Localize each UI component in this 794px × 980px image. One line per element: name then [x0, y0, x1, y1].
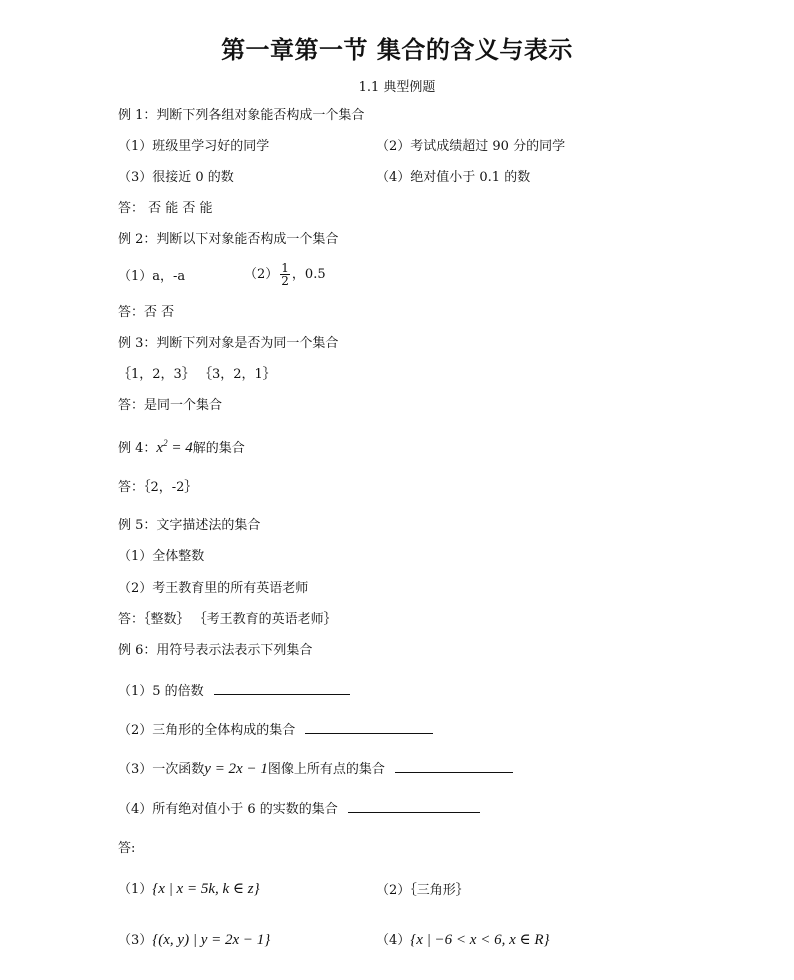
ex5-answer: 答：｛整数｝ ｛考王教育的英语老师｝	[118, 612, 337, 627]
page-subtitle: 1.1 典型例题	[358, 80, 436, 95]
ex2-item-2-suffix: ，0.5	[291, 267, 326, 282]
ex6-answer-1-prefix: （1）	[118, 882, 153, 897]
ex4-prompt	[118, 434, 245, 458]
ex6-answer-3-set: {(x, y) | y = 2x − 1}	[152, 932, 271, 948]
ex6-answer-3-prefix: （3）	[118, 933, 153, 948]
answer-blank-3	[395, 760, 513, 773]
ex6-answer-4-set: {x | −6 < x < 6, x ∈ R}	[410, 932, 550, 948]
ex5-prompt: 例 5：文字描述法的集合	[118, 518, 261, 533]
ex6-answer-3	[118, 931, 270, 950]
ex1-item-3: （3）很接近 0 的数	[118, 170, 234, 185]
ex4-math-exponent: 2	[163, 438, 168, 448]
ex6-item-1	[118, 682, 350, 701]
ex6-answer-label: 答:	[118, 841, 136, 856]
fraction-one-half	[280, 262, 290, 287]
ex2-item-1: （1）a，-a	[118, 269, 186, 284]
ex6-item-3	[118, 760, 513, 779]
ex4-suffix: 解的集合	[192, 441, 245, 456]
ex3-answer: 答：是同一个集合	[118, 398, 223, 413]
ex6-item-1-label: （1）5 的倍数	[118, 684, 204, 699]
ex2-item-2	[244, 262, 326, 287]
ex3-prompt: 例 3：判断下列对象是否为同一个集合	[118, 336, 339, 351]
ex6-item-3-prefix: （3）一次函数	[118, 762, 205, 777]
ex6-item-3-equation: y = 2x − 1	[204, 761, 268, 777]
answer-blank-4	[348, 800, 480, 813]
ex6-item-2	[118, 721, 433, 740]
fraction-numerator: 1	[281, 261, 289, 275]
ex1-item-1: （1）班级里学习好的同学	[118, 139, 270, 154]
ex6-item-3-suffix: 图像上所有点的集合	[267, 762, 385, 777]
page-title: 第一章第一节 集合的含义与表示	[221, 35, 573, 64]
ex6-item-4	[118, 800, 480, 819]
ex6-answer-1-set: {x | x = 5k, k ∈ z}	[152, 881, 260, 897]
ex4-answer: 答：｛2，-2｝	[118, 480, 198, 495]
ex6-answer-4	[376, 931, 550, 950]
ex1-item-4: （4）绝对值小于 0.1 的数	[376, 170, 531, 185]
ex6-answer-4-prefix: （4）	[376, 933, 411, 948]
ex5-item-2: （2）考王教育里的所有英语老师	[118, 581, 309, 596]
ex1-answer: 答： 否 能 否 能	[118, 201, 213, 216]
ex1-item-2: （2）考试成绩超过 90 分的同学	[376, 139, 566, 154]
ex6-answer-2: （2）｛三角形｝	[376, 883, 469, 898]
ex2-item-2-prefix: （2）	[244, 267, 279, 282]
ex1-prompt: 例 1：判断下列各组对象能否构成一个集合	[118, 108, 365, 123]
ex2-prompt: 例 2：判断以下对象能否构成一个集合	[118, 232, 339, 247]
ex4-math-rest: = 4	[167, 440, 193, 456]
ex4-equation	[156, 440, 192, 456]
ex6-answer-1	[118, 880, 260, 899]
ex4-prefix: 例 4：	[118, 441, 157, 456]
ex6-item-2-label: （2）三角形的全体构成的集合	[118, 723, 296, 738]
ex5-item-1: （1）全体整数	[118, 549, 205, 564]
answer-blank-2	[305, 721, 433, 734]
ex6-item-4-label: （4）所有绝对值小于 6 的实数的集合	[118, 802, 338, 817]
ex3-sets: ｛1，2，3｝ ｛3，2，1｝	[118, 367, 276, 382]
ex6-prompt: 例 6：用符号表示法表示下列集合	[118, 643, 313, 658]
ex4-math-base: x	[156, 440, 164, 456]
answer-blank-1	[214, 682, 350, 695]
fraction-denominator: 2	[281, 274, 289, 288]
ex2-answer: 答：否 否	[118, 305, 175, 320]
